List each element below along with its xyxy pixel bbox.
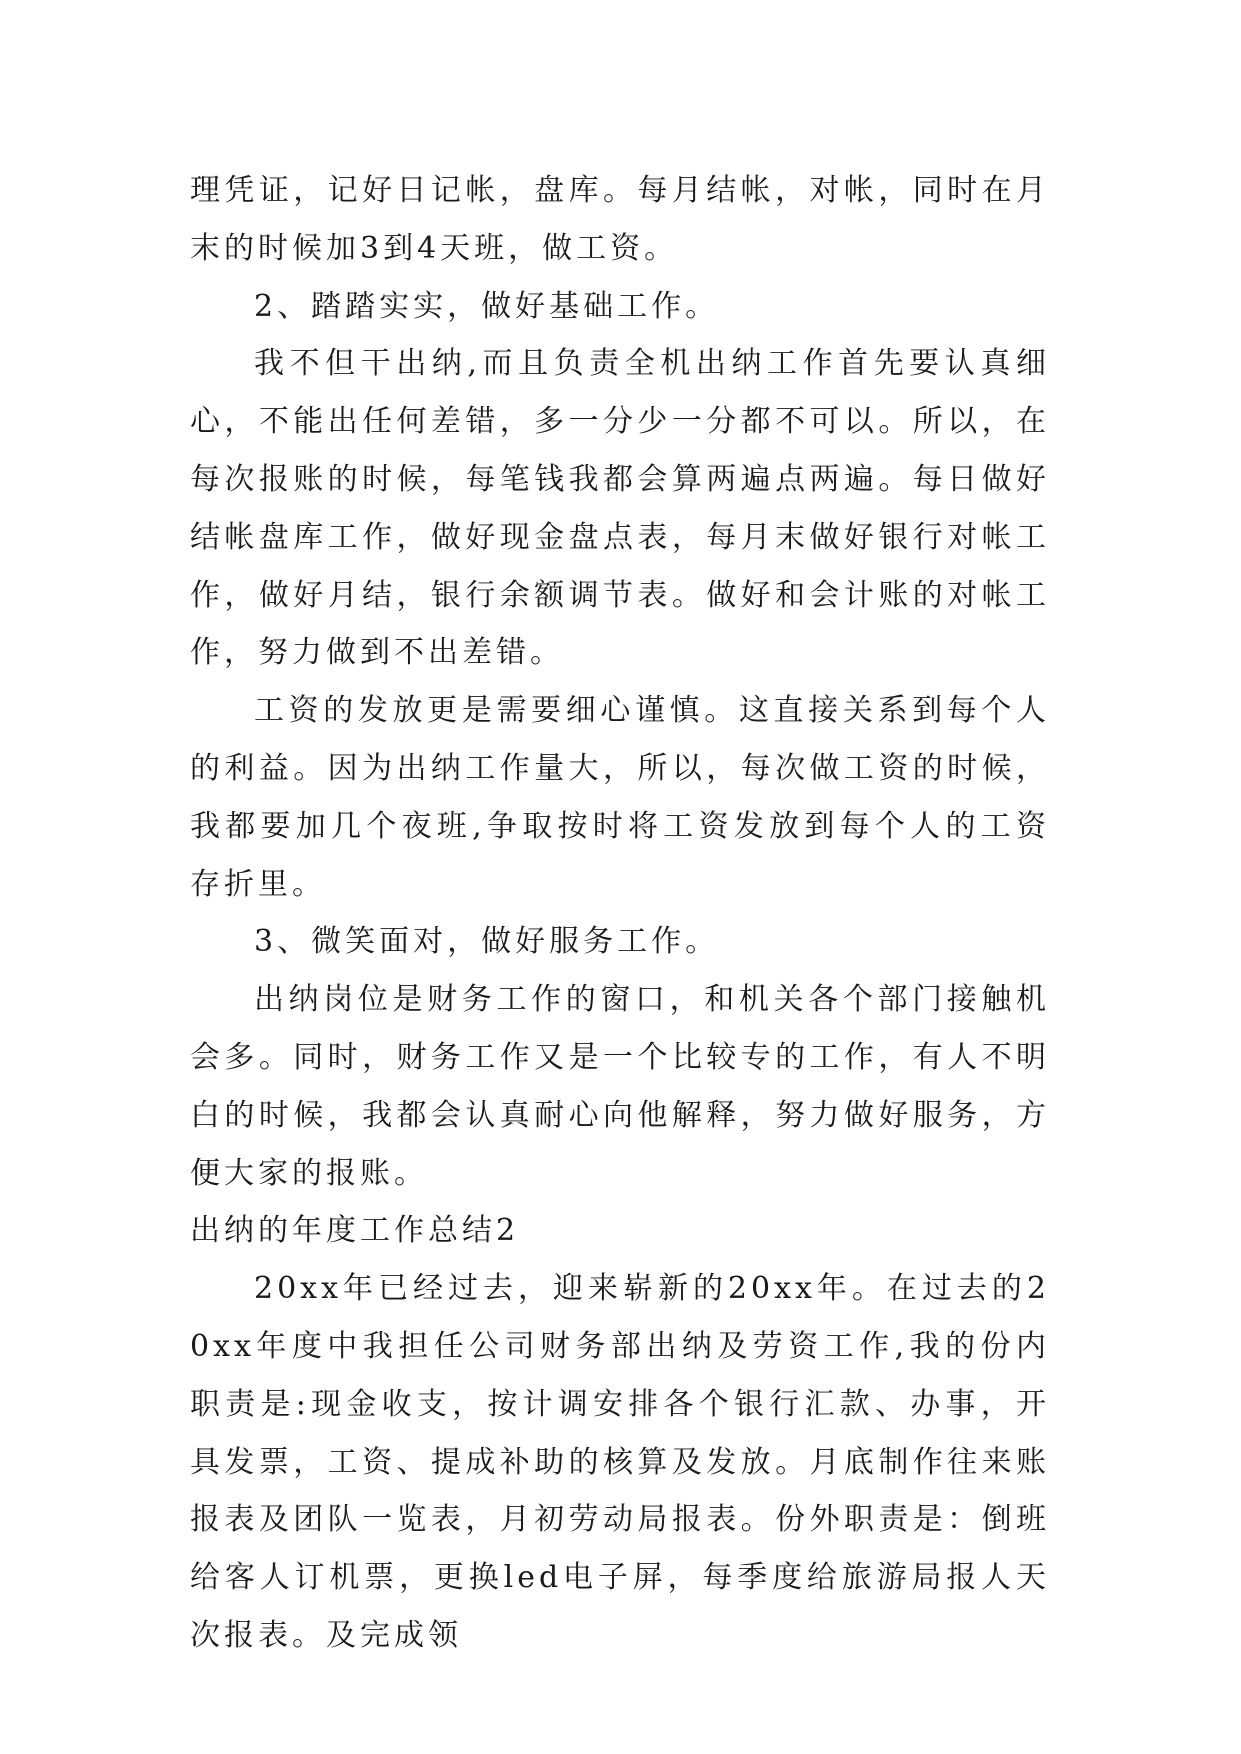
document-body — [190, 162, 1050, 1665]
paragraph-3: 我不但干出纳,而且负责全机出纳工作首先要认真细心，不能出任何差错，多一分少一分都不可以。所以，在每次报账的时候，每笔钱我都会算两遍点两遍。每日做好结帐盘库工作，做好现金盘点表，每月末做好银行对帐工作，做好月结，银行余额调节表。做好和会计账的对帐工作，努力做到不出差错。 — [190, 346, 1050, 671]
paragraph-4: 工资的发放更是需要细心谨慎。这直接关系到每个人的利益。因为出纳工作量大，所以，每次做工资的时候，我都要加几个夜班,争取按时将工资发放到每个人的工资存折里。 — [190, 693, 1050, 902]
section-heading-3: 3、微笑面对，做好服务工作。 — [254, 924, 720, 960]
document-title-2: 出纳的年度工作总结2 — [190, 1213, 520, 1249]
paragraph-6: 出纳岗位是财务工作的窗口，和机关各个部门接触机会多。同时，财务工作又是一个比较专的工作，有人不明白的时候，我都会认真耐心向他解释，努力做好服务，方便大家的报账。 — [190, 982, 1050, 1191]
paragraph-7: 20xx年已经过去，迎来崭新的20xx年。在过去的20xx年度中我担任公司财务部出纳及劳资工作,我的份内职责是:现金收支，按计调安排各个银行汇款、办事，开具发票，工资、提成补助的核算及发放。月底制作往来账报表及团队一览表，月初劳动局报表。份外职责是：倒班给客人订机票，更换led电子屏，每季度给旅游局报人天次报表。及完成领 — [190, 1271, 1050, 1653]
section-heading-2: 2、踏踏实实，做好基础工作。 — [254, 288, 720, 324]
paragraph-1: 理凭证，记好日记帐，盘库。每月结帐，对帐，同时在月末的时候加3到4天班，做工资。 — [190, 173, 1050, 266]
